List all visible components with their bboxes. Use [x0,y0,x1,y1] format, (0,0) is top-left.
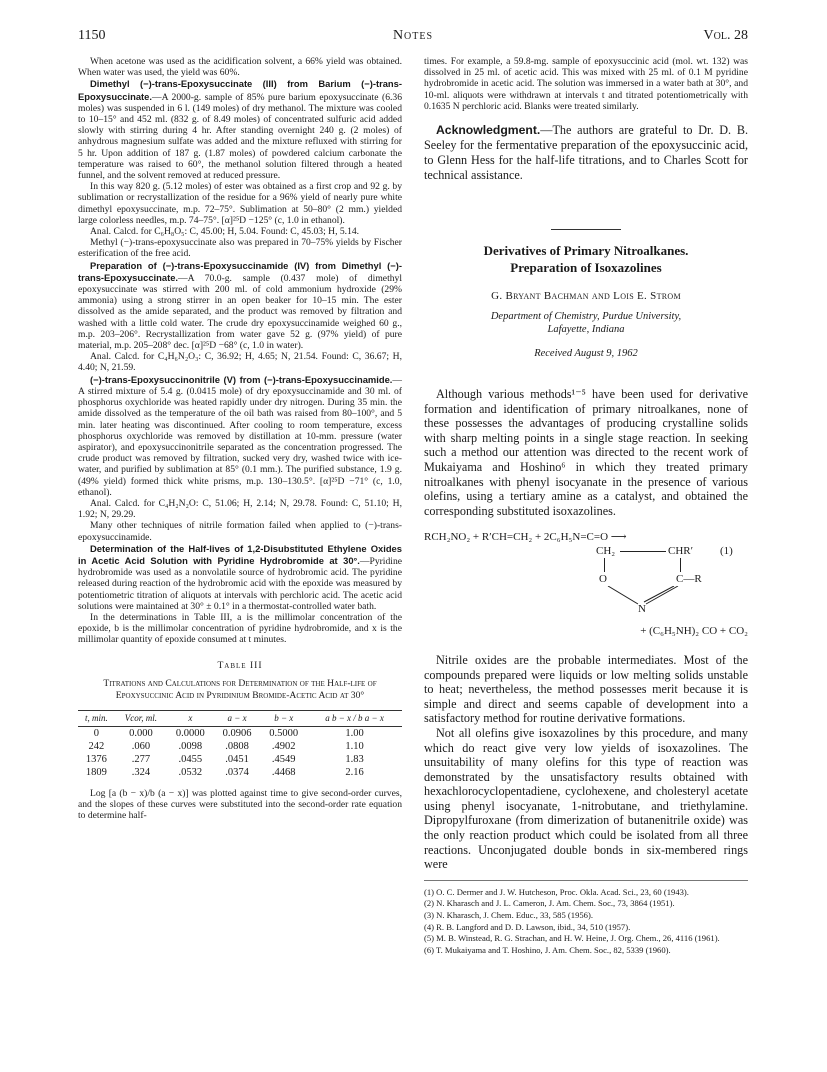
bond-line [680,558,681,572]
paragraph: Although various methods¹⁻⁵ have been used for derivative formation and identification of primary nitroalkanes, none of these possesses the advantages of producing crystalline solids with sharp melting points in a single stage reaction. In seeking such a method our attention was directed to the recent work of Mukaiyama and Hoshino⁶ in which they treated primary nitroalkanes with phenyl isocyanate in the presence of various olefins, using a tertiary amine as a catalyst, and obtained the corresponding substituted isoxazolines. [424,387,748,518]
equation-ch2: CH₂ [596,545,616,558]
equation-o: O [599,573,607,586]
subheading: Dimethyl (−)-trans-Epoxysuccinate (III) from Barium (−)-trans-Epoxysuccinate. [78,78,402,102]
affiliation: Department of Chemistry, Purdue University, Lafayette, Indiana [490,311,682,336]
table-header: a − x [214,710,261,726]
paragraph: Many other techniques of nitrile formation failed when applied to (−)-trans-epoxysuccinamide. [78,520,402,543]
paragraph: In this way 820 g. (5.12 moles) of ester was obtained as a first crop and 92 g. by sublimation or recrystallization of the residue for a 96% yield of nearly pure white dimethyl epoxysuccinate, m.p. 72–75°. Sublimation at 50–80° (2 mm.) yielded large colorless needles, m.p. 74–75°. [α]²⁵D −125° (c, 1.0 in ethanol). [78,181,402,226]
paragraph: Not all olefins give isoxazolines by this procedure, and many which do react give very low yields of isoxazolines. The unsuitability of many olefins for this type of reaction was demonstrated by the unsatisfactory results obtained with hexachlorocyclopentadiene, cyclohexene, and cholesteryl acetate using phenyl isocyanate, 1-nitrobutane, and triethylamine. Dipropylfuroxane (from dimerization of butanenitrile oxide) was the only reaction product which could be isolated from all three reactions. Unconjugated double bonds in six-membered rings were [424,725,748,872]
bond-line [604,558,605,572]
left-column [78,56,402,821]
table-row: 0 0.000 0.0000 0.0906 0.5000 1.00 [93,727,364,739]
article-body [424,387,748,872]
paragraph: Preparation of (−)-trans-Epoxysuccinamide (IV) from Dimethyl (−)-trans-Epoxysuccinate.—A 70.0-g. sample (0.437 mole) of dimethyl epoxysuccinate was stirred with 200 ml. of cold ammonium hydroxide (29% ammonia) using a strong stirrer in an open beaker for 10–15 min. The ester dissolved as the amide separated, and the product was removed by filtration and washed with a little cold water. The crude dry epoxysuccinamide weighed 60 g., m.p. 203–206°. Recrystallization from water gave 52 g. (97% yield) of pure material, m.p. 205–208° dec. [α]²⁵D −68° (c, 1.0 in water). [78,259,402,352]
paragraph: Determination of the Half-lives of 1,2-Disubstituted Ethylene Oxides in Acetic Acid Solution with Pyridine Hydrobromide at 30°.—Pyridine hydrobromide was used as a nonvolatile source of hydrobromic acid. The pyridine released during reaction of the hydrobromic acid with the epoxide was measured by potentiometric titration of aliquots at intervals with perchloric acid. The acetic acid solutions were maintained at 30° ± 0.1° in a thermostat-controlled water bath. [78,542,402,612]
received-date: Received August 9, 1962 [534,348,638,360]
equation-number: (1) [720,545,733,558]
table-caption [78,660,402,702]
equation-chr: CHR′ [668,545,694,558]
table-row: 1809 .324 .0532 .0374 .4468 2.16 [85,767,364,779]
subheading: (−)-trans-Epoxysuccinonitrile (V) from (−)-trans-Epoxysuccinamide. [90,373,393,385]
paragraph: Methyl (−)-trans-epoxysuccinate also was prepared in 70–75% yields by Fischer esterification of the free acid. [78,237,402,260]
acknowledgment: Acknowledgment.—The authors are grateful to Dr. D. B. Seeley for the fermentative preparation of the epoxysuccinic acid, to Glenn Hess for the half-life titrations, and to Charles Scott for technical assistance. [424,123,748,183]
table-row: 1376 .277 .0455 .0451 .4549 1.83 [85,754,364,766]
paragraph: Log [a (b − x)/b (a − x)] was plotted against time to give second-order curves, and the slopes of these curves were substituted into the second-order rate equation to determine half- [78,787,402,821]
equation-products: + (C₆H₅NH)₂ CO + CO₂ [640,625,748,638]
paragraph: When acetone was used as the acidification solvent, a 66% yield was obtained. When water was used, the yield was 60%. [78,56,402,79]
bond-line [620,551,666,552]
equation-n: N [638,603,646,616]
table-row: 242 .060 .0098 .0808 .4902 1.10 [88,740,364,752]
paragraph: Dimethyl (−)-trans-Epoxysuccinate (III) from Barium (−)-trans-Epoxysuccinate.—A 2000-g. sample of 85% pure barium epoxysuccinate (6.36 moles) was suspended in 6 l. (149 moles) of dry methanol. The mixture was cooled to 10–15° and 452 ml. (832 g. of 8.49 moles) of concentrated sulfuric acid added slowly with stirring during 4 hr. After standing overnight 240 g. (2 moles) of anhydrous magnesium sulfate was added and the mixture refluxed with stirring for 5 hr. Upon addition of 187 g. (1.87 moles) of powdered calcium carbonate the temperature was raised to 60°, the methanol solution filtered through a heated funnel, and the solvent removed at reduced pressure. [78,78,402,182]
authors: G. Bryant Bachman and Lois E. Strom [491,290,681,303]
right-column [424,56,748,956]
paragraph: Anal. Calcd. for C₄H₂N₂O: C, 51.06; H, 2.14; N, 29.78. Found: C, 51.10; H, 1.92; N, 29.29. [78,497,402,521]
table-header: a b − x / b a − x [307,710,402,726]
footnote: (2) N. Kharasch and J. L. Cameron, J. Am. Chem. Soc., 73, 3864 (1951). [424,898,675,909]
footnote: (6) T. Mukaiyama and T. Hoshino, J. Am. Chem. Soc., 82, 5339 (1960). [424,944,671,955]
table-title: Table III [217,659,263,671]
paragraph: Anal. Calcd. for C₄H₆N₂O₃: C, 36.92; H, 4.65; N, 21.54. Found: C, 36.67; H, 4.40; N, 21.59. [78,351,402,374]
paragraph: times. For example, a 59.8-mg. sample of epoxysuccinic acid (mol. wt. 132) was dissolved in 25 ml. of acetic acid. This was mixed with 25 ml. of 0.1 M pyridine hydrobromide in acetic acid. The solution was immersed in a water bath at 30°, and 10-ml. aliquots were withdrawn at intervals t and titrated potentiometrically with 0.1635 N perchloric acid. Blanks were treated similarly. [424,56,748,112]
footnote: (1) O. C. Dermer and J. W. Hutcheson, Proc. Okla. Acad. Sci., 23, 60 (1943). [424,886,689,897]
table-caption-text: Titrations and Calculations for Determination of the Half-life of Epoxysuccinic Acid in Pyridinium Bromide-Acetic Acid at 30° [103,677,377,701]
section-divider [551,229,621,230]
table-header: x [167,710,214,726]
table-header: b − x [260,710,307,726]
footnote: (3) N. Kharasch, J. Chem. Educ., 33, 585 (1956). [424,910,593,921]
paragraph: In the determinations in Table III, a is the millimolar concentration of the epoxide, b is the millimolar concentration of pyridine hydrobromide, and x is the millimolar quantity of epoxide consumed at t minutes. [78,611,402,646]
section-title: Notes [392,28,434,43]
subheading: Preparation of (−)-trans-Epoxysuccinamide (IV) from Dimethyl (−)-trans-Epoxysuccinate. [78,259,402,283]
acknowledgment-heading: Acknowledgment. [436,123,541,138]
page-number: 1150 [78,28,106,43]
page-header [78,28,748,48]
equation-reactants: RCH₂NO₂ + R′CH=CH₂ + 2C₆H₅N=C=O ⟶ [424,531,627,544]
table-header: Vcor, ml. [115,710,167,726]
paragraph: Nitrile oxides are the probable intermediates. Most of the compounds prepared were liquids or low melting solids unstable to heat; nevertheless, the method possesses merit because it is simple and direct and seems capable of development into a satisfactory method for routine derivative formations. [424,652,748,726]
footnote: (5) M. B. Winstead, R. G. Strachan, and H. W. Heine, J. Org. Chem., 26, 4116 (1961). [424,933,720,944]
table-iii [78,710,402,780]
table-header: t, min. [78,710,115,726]
footnotes [424,880,748,956]
footnote: (4) R. B. Langford and D. D. Lawson, ibid., 34, 510 (1957). [424,921,631,932]
equation-cr: C—R [676,573,702,586]
paragraph: Anal. Calcd. for C₆H₈O₅: C, 45.00; H, 5.04. Found: C, 45.03; H, 5.14. [90,226,360,238]
article-title: Derivatives of Primary Nitroalkanes. Preparation of Isoxazolines [483,243,689,276]
subheading: Determination of the Half-lives of 1,2-Disubstituted Ethylene Oxides in Acetic Acid Solution with Pyridine Hydrobromide at 30°. [78,542,402,566]
paragraph: (−)-trans-Epoxysuccinonitrile (V) from (−)-trans-Epoxysuccinamide.—A stirred mixture of 5.4 g. (0.0415 mole) of dry epoxysuccinamide and 30 ml. of phosphorus oxychloride was heated rapidly under dry nitrogen. During 35 min. the amide dissolved as the temperature of the oil bath was raised from 80–100°, and 5 min. later heating was discontinued. After cooling to room temperature, excess phosphorus oxychloride was removed by distillation at 10-mm. pressure (water aspirator), and epoxysuccinonitrile separated as the concentration progressed. The crude product was removed by filtration, sucked very dry, washed twice with ice-water, and purified by sublimation at 85° (0.1 mm.). The purified substance, 1.9 g. (49% yield) formed thick white prisms, m.p. 130–130.5°. [α]²⁵D −71° (c, 1.0, ethanol). [78,373,402,498]
volume-label: Vol. 28 [703,28,748,43]
reaction-equation [424,530,748,618]
